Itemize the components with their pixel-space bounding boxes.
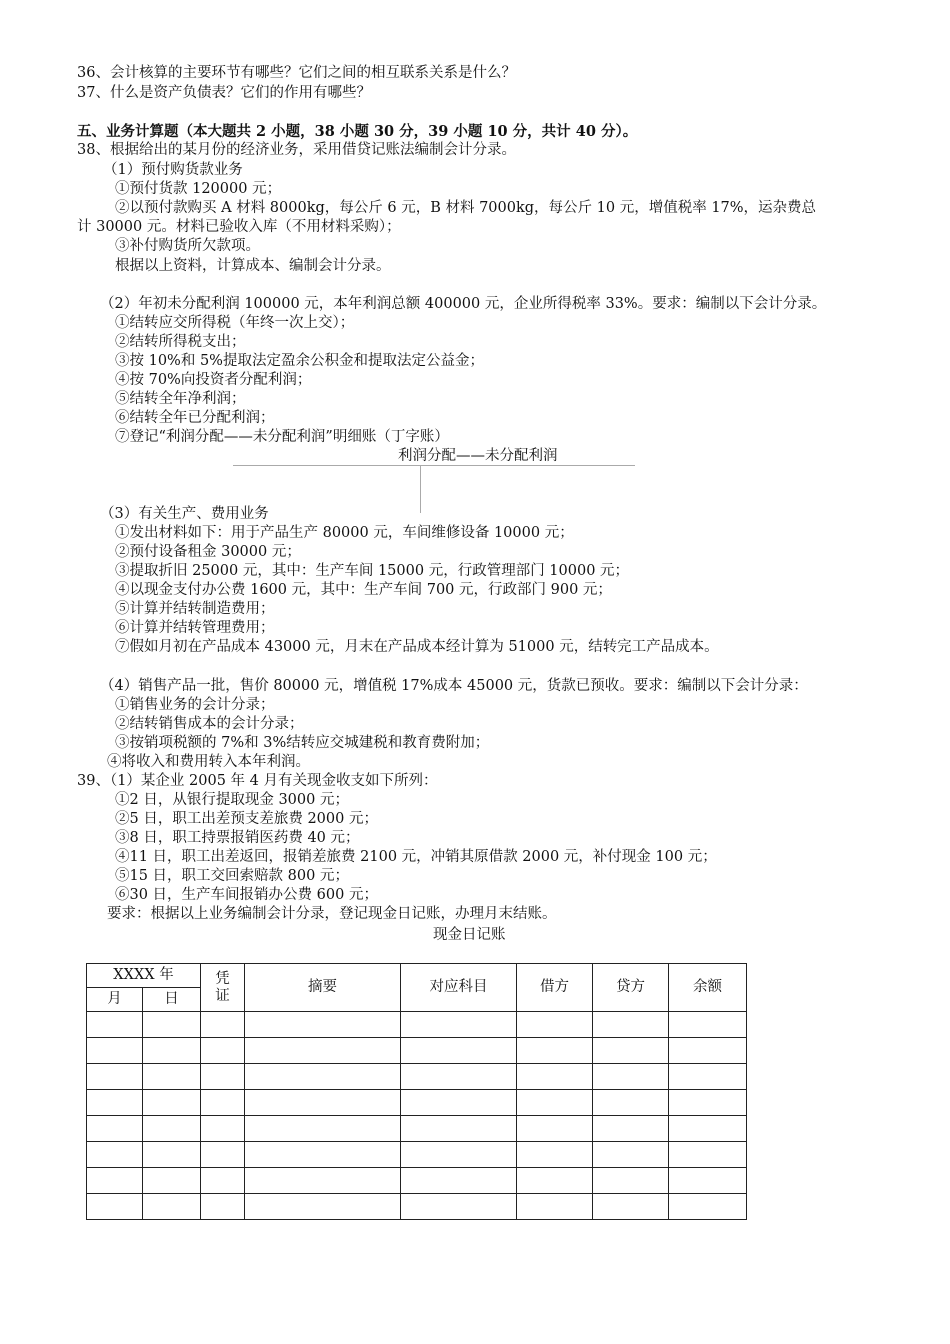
q38-part3-item: ⑥计算并结转管理费用； xyxy=(115,620,275,636)
q39-requirement: 要求：根据以上业务编制会计分录，登记现金日记账，办理月末结账。 xyxy=(107,906,557,922)
q38-part2-item: ⑥结转全年已分配利润； xyxy=(115,410,275,426)
question-37: 37、什么是资产负债表？它们的作用有哪些？ xyxy=(77,85,371,101)
q39-item: ②5 日，职工出差预支差旅费 2000 元； xyxy=(115,811,378,827)
q38-part3-item: ⑦假如月初在产品成本 43000 元，月末在产品成本经计算为 51000 元，结转完工产品成本。 xyxy=(115,639,719,655)
q39-item: ①2 日，从银行提取现金 3000 元； xyxy=(115,792,349,808)
q38-part1-item2b: 计 30000 元。材料已验收入库（不用材料采购）； xyxy=(77,219,401,235)
question-38-intro: 38、根据给出的某月份的经济业务，采用借贷记账法编制会计分录。 xyxy=(77,142,516,158)
q38-part2-item: ②结转所得税支出； xyxy=(115,334,246,350)
debit-header: 借方 xyxy=(517,964,593,1012)
table-row xyxy=(87,1168,747,1194)
question-39-intro: 39、（1）某企业 2005 年 4 月有关现金收支如下所列： xyxy=(77,773,438,789)
q38-part4-item: ③按销项税额的 7%和 3%结转应交城建税和教育费附加； xyxy=(115,735,490,751)
q38-part1-title: （1）预付购货款业务 xyxy=(103,162,243,178)
q38-part3-item: ①发出材料如下：用于产品生产 80000 元，车间维修设备 10000 元； xyxy=(115,525,574,541)
q38-part1-item3: ③补付购货所欠款项。 xyxy=(115,238,260,254)
year-header: XXXX 年 xyxy=(87,964,201,988)
q38-part3-item: ④以现金支付办公费 1600 元，其中：生产车间 700 元，行政部门 900 元； xyxy=(115,582,612,598)
q38-part3-item: ⑤计算并结转制造费用； xyxy=(115,601,275,617)
q38-part2-title: （2）年初未分配利润 100000 元，本年利润总额 400000 元，企业所得税率 33%。要求：编制以下会计分录。 xyxy=(100,296,827,312)
account-header: 对应科目 xyxy=(401,964,517,1012)
t-account-vertical-line xyxy=(420,465,421,513)
q38-part4-item: ④将收入和费用转入本年利润。 xyxy=(107,754,310,770)
credit-header: 贷方 xyxy=(593,964,669,1012)
q38-part1-item1: ①预付货款 120000 元； xyxy=(115,181,282,197)
voucher-header: 凭 证 xyxy=(201,964,245,1012)
cash-journal-table xyxy=(86,963,747,1220)
day-header: 日 xyxy=(143,988,201,1012)
q39-item: ③8 日，职工持票报销医药费 40 元； xyxy=(115,830,360,846)
q38-part4-item: ①销售业务的会计分录； xyxy=(115,697,275,713)
table-row xyxy=(87,1116,747,1142)
summary-header: 摘要 xyxy=(245,964,401,1012)
table-row xyxy=(87,1038,747,1064)
q39-item: ⑤15 日，职工交回索赔款 800 元； xyxy=(115,868,349,884)
q38-part3-title: （3）有关生产、费用业务 xyxy=(100,506,269,522)
q38-part4-title: （4）销售产品一批，售价 80000 元，增值税 17%成本 45000 元，货款已预收。要求：编制以下会计分录： xyxy=(100,678,808,694)
q39-item: ④11 日，职工出差返回，报销差旅费 2100 元，冲销其原借款 2000 元，补付现金 100 元； xyxy=(115,849,717,865)
q38-part2-item: ①结转应交所得税（年终一次上交）； xyxy=(115,315,355,331)
t-account-horizontal-line xyxy=(233,465,635,466)
q38-part3-item: ②预付设备租金 30000 元； xyxy=(115,544,301,560)
cash-journal-title: 现金日记账 xyxy=(433,927,506,943)
q38-part4-item: ②结转销售成本的会计分录； xyxy=(115,716,304,732)
q38-part2-item: ⑦登记“利润分配——未分配利润”明细账（丁字账） xyxy=(115,429,449,445)
section-5-heading: 五、业务计算题（本大题共 2 小题，38 小题 30 分，39 小题 10 分，共计 40 分）。 xyxy=(77,123,638,140)
q39-item: ⑥30 日，生产车间报销办公费 600 元； xyxy=(115,887,378,903)
q38-part2-item: ④按 70%向投资者分配利润； xyxy=(115,372,312,388)
q38-part1-item2a: ②以预付款购买 A 材料 8000kg，每公斤 6 元，B 材料 7000kg，每公斤 10 元，增值税率 17%，运杂费总 xyxy=(115,200,817,216)
t-account-title: 利润分配——未分配利润 xyxy=(398,448,558,464)
table-row xyxy=(87,1142,747,1168)
q38-part3-item: ③提取折旧 25000 元，其中：生产车间 15000 元，行政管理部门 10000 元； xyxy=(115,563,630,579)
table-row xyxy=(87,1012,747,1038)
balance-header: 余额 xyxy=(669,964,747,1012)
table-row xyxy=(87,1064,747,1090)
q38-part1-note: 根据以上资料，计算成本、编制会计分录。 xyxy=(115,258,391,274)
q38-part2-item: ⑤结转全年净利润； xyxy=(115,391,246,407)
table-row xyxy=(87,1194,747,1220)
table-row xyxy=(87,1090,747,1116)
question-36: 36、会计核算的主要环节有哪些？它们之间的相互联系关系是什么？ xyxy=(77,65,516,81)
month-header: 月 xyxy=(87,988,143,1012)
q38-part2-item: ③按 10%和 5%提取法定盈余公积金和提取法定公益金； xyxy=(115,353,484,369)
